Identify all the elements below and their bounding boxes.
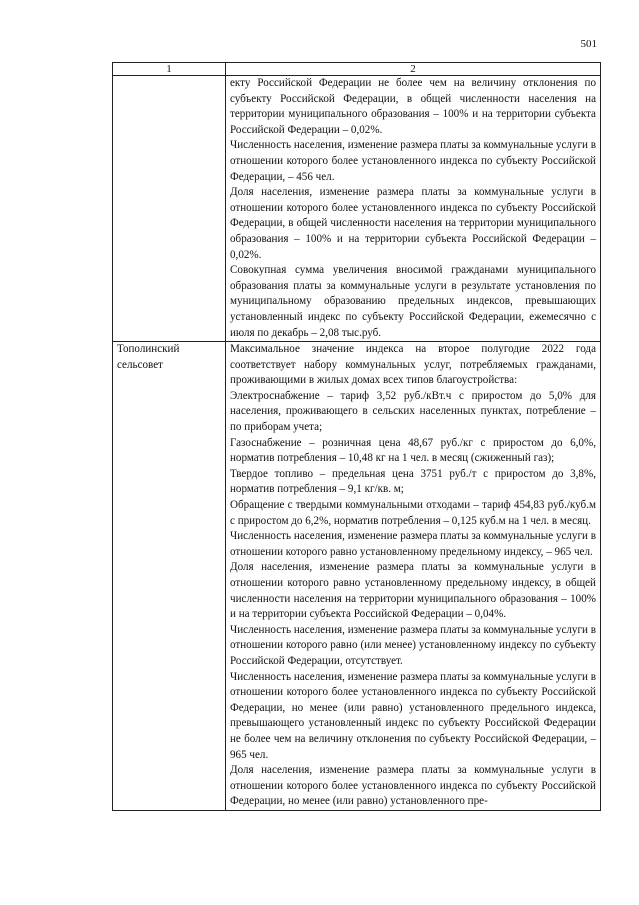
paragraph: Совокупная сумма увеличения вносимой гражданами муниципального образования платы за коммунальные услуги в результате установления по муниципальному образованию предельных индексов, превышающих установленный индекс по субъекту Российской Федерации, ежемесячно с июля по декабрь – 2,08 тыс.руб. [230,264,596,339]
column-header-1: 1 [113,63,226,76]
paragraph: Доля населения, изменение размера платы за коммунальные услуги в отношении которого более установленного индекса по субъекту Российской Федерации, но менее (или равно) установленного пре- [230,764,596,808]
paragraph: Максимальное значение индекса на второе полугодие 2022 года соответствует набору коммунальных услуг, потребляемых гражданами, проживающими в жилых домах всех типов благоустройства: [230,343,596,387]
table-row [113,76,601,342]
indices-table [112,62,601,811]
description-cell [226,342,601,811]
paragraph: Твердое топливо – предельная цена 3751 руб./т с приростом до 3,8%, норматив потребления – 9,1 кг/кв. м; [230,467,596,496]
description-cell [226,76,601,342]
paragraph: Численность населения, изменение размера платы за коммунальные услуги в отношении которого равно (или менее) установленному индексу по субъекту Российской Федерации, отсутствует. [230,623,596,667]
region-name: Тополинский сельсовет [113,342,226,811]
paragraph: Доля населения, изменение размера платы за коммунальные услуги в отношении которого равно установленному предельному индексу, в общей численности населения на территории муниципального образования – 100% и на территории субъекта Российской Федерации – 0,04%. [230,561,596,621]
column-header-2: 2 [226,63,601,76]
paragraph: Газоснабжение – розничная цена 48,67 руб./кг с приростом до 6,0%, норматив потребления – 10,48 кг на 1 чел. в месяц (сжиженный газ); [230,436,596,465]
paragraph: Численность населения, изменение размера платы за коммунальные услуги в отношении которого равно установленному предельному индексу, – 965 чел. [230,530,596,558]
paragraph: Доля населения, изменение размера платы за коммунальные услуги в отношении которого более установленного индекса по субъекту Российской Федерации, в общей численности населения на территории муниципального образования – 100% и на территории субъекта Российской Федерации – 0,02%. [230,186,596,261]
paragraph: Численность населения, изменение размера платы за коммунальные услуги в отношении которого более установленного индекса по субъекту Российской Федерации, но менее (или равно) установленного предельного индекса, превышающего установленный индекс по субъекту Российской Федерации не более чем на величину отклонения по субъекту Российской Федерации, – 965 чел. [230,670,596,761]
region-name [113,76,226,342]
paragraph: Электроснабжение – тариф 3,52 руб./кВт.ч с приростом до 5,0% для населения, проживающего в сельских населенных пунктах, потребление – по приборам учета; [230,389,596,434]
page-number: 501 [580,38,597,50]
paragraph: Численность населения, изменение размера платы за коммунальные услуги в отношении которого более установленного индекса по субъекту Российской Федерации, – 456 чел. [230,139,596,183]
paragraph: Обращение с твердыми коммунальными отходами – тариф 454,83 руб./куб.м с приростом до 6,2%, норматив потребления – 0,125 куб.м на 1 чел. в месяц. [230,499,596,527]
paragraph: екту Российской Федерации не более чем на величину отклонения по субъекту Российской Федерации, в общей численности населения на территории муниципального образования – 100% и на территории субъекта Российской Федерации – 0,02%. [230,77,596,136]
table-row [113,342,601,811]
table-header-row [113,63,601,76]
